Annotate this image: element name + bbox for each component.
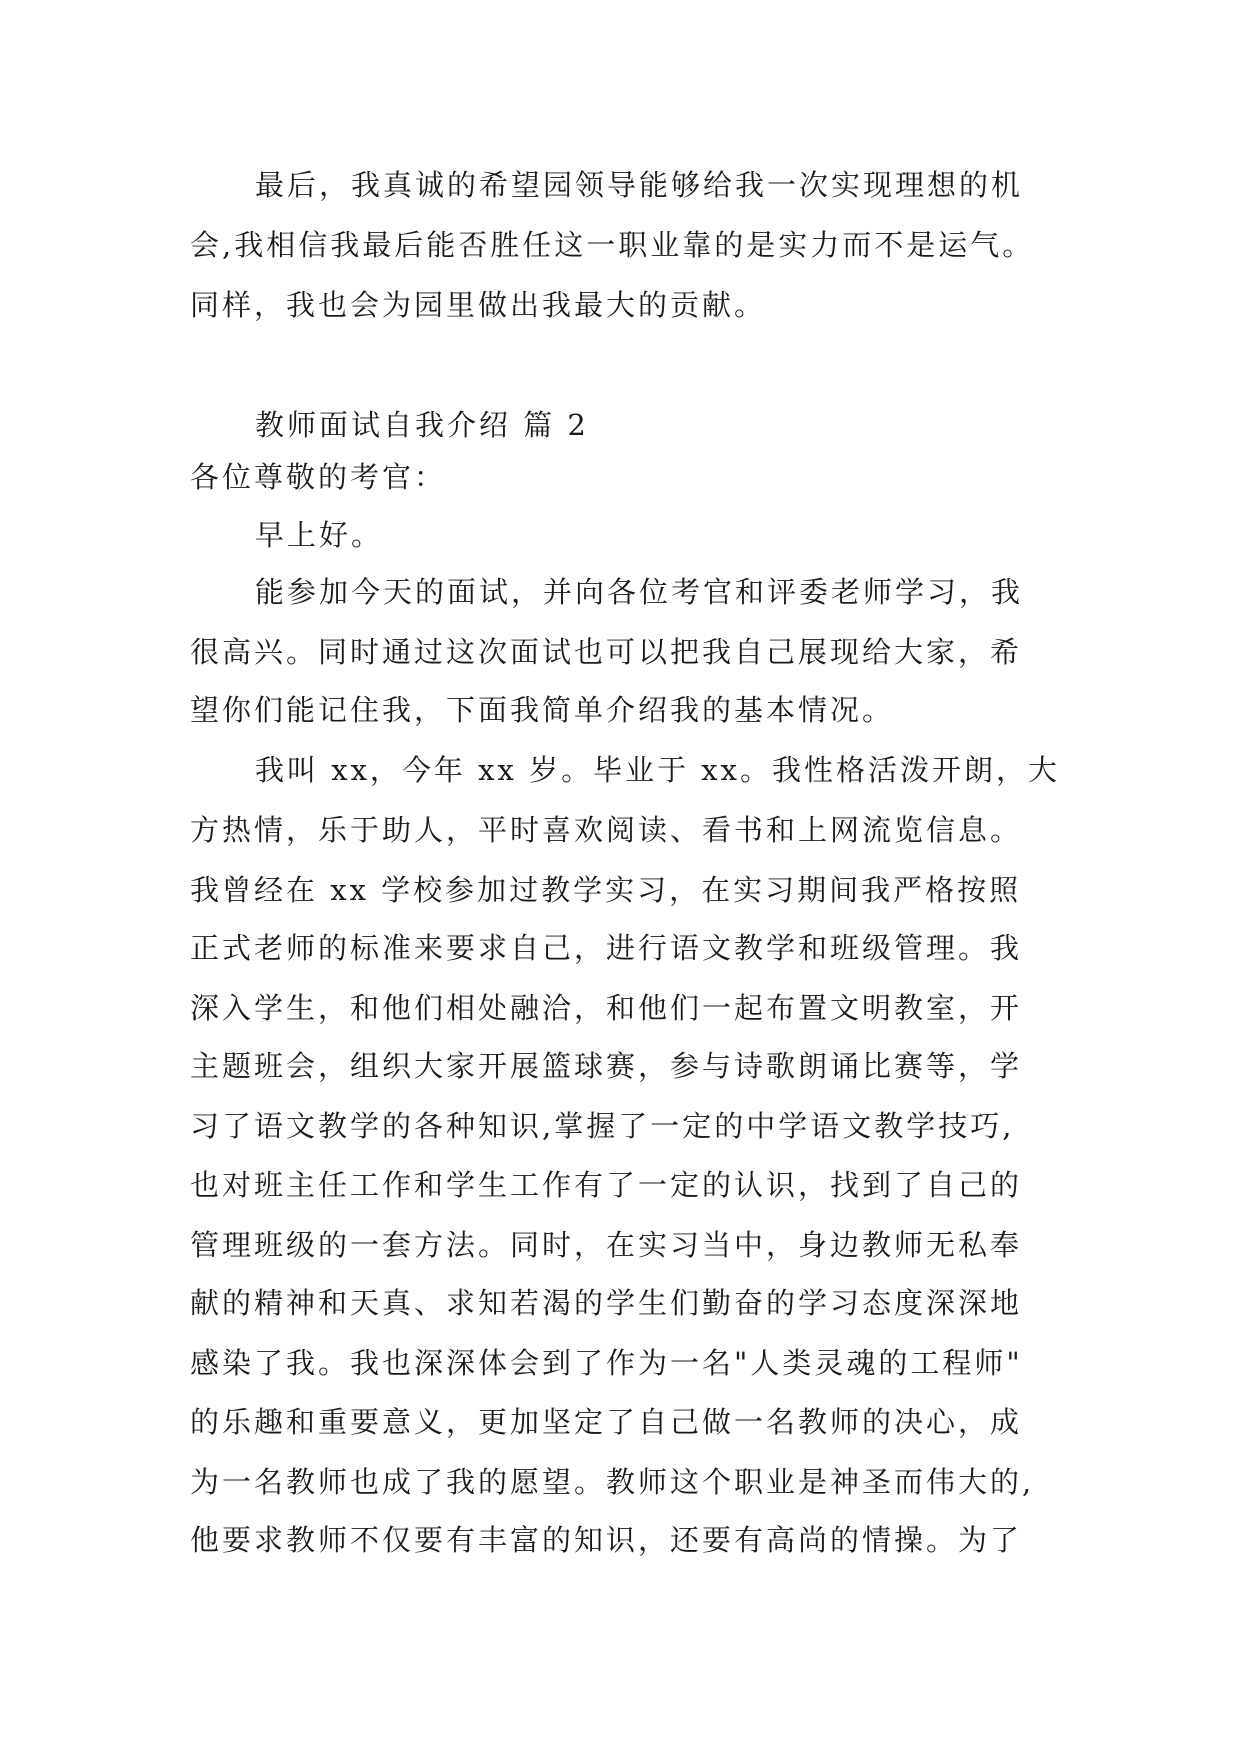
paragraph-3-line-10: 献的精神和天真、求知若渴的学生们勤奋的学习态度深深地 xyxy=(190,1286,1023,1320)
paragraph-3-line-6: 主题班会，组织大家开展篮球赛，参与诗歌朗诵比赛等，学 xyxy=(190,1049,1023,1083)
greeting: 早上好。 xyxy=(255,518,384,552)
section-title: 教师面试自我介绍 篇 2 xyxy=(255,408,589,442)
paragraph-3-line-8: 也对班主任工作和学生工作有了一定的认识，找到了自己的 xyxy=(190,1168,1023,1202)
paragraph-3-line-12: 的乐趣和重要意义，更加坚定了自己做一名教师的决心，成 xyxy=(190,1405,1023,1439)
paragraph-3-line-5: 深入学生，和他们相处融洽，和他们一起布置文明教室，开 xyxy=(190,991,1023,1025)
paragraph-1-line-2: 会,我相信我最后能否胜任这一职业靠的是实力而不是运气。 xyxy=(190,228,1035,262)
paragraph-3-line-9: 管理班级的一套方法。同时，在实习当中，身边教师无私奉 xyxy=(190,1228,1023,1262)
paragraph-3-line-14: 他要求教师不仅要有丰富的知识，还要有高尚的情操。为了 xyxy=(190,1523,1023,1557)
paragraph-2-line-3: 望你们能记住我，下面我简单介绍我的基本情况。 xyxy=(190,693,895,727)
paragraph-3-line-2: 方热情，乐于助人，平时喜欢阅读、看书和上网流览信息。 xyxy=(190,813,1023,847)
paragraph-1-line-1: 最后，我真诚的希望园领导能够给我一次实现理想的机 xyxy=(255,168,1024,202)
paragraph-1-line-3: 同样，我也会为园里做出我最大的贡献。 xyxy=(190,288,767,322)
paragraph-3-line-4: 正式老师的标准来要求自己，进行语文教学和班级管理。我 xyxy=(190,931,1023,965)
paragraph-3-line-11: 感染了我。我也深深体会到了作为一名"人类灵魂的工程师" xyxy=(190,1346,1023,1380)
paragraph-3-line-13: 为一名教师也成了我的愿望。教师这个职业是神圣而伟大的, xyxy=(190,1465,1035,1499)
paragraph-3-line-3: 我曾经在 xx 学校参加过教学实习，在实习期间我严格按照 xyxy=(190,873,1022,907)
paragraph-2-line-1: 能参加今天的面试，并向各位考官和评委老师学习，我 xyxy=(255,575,1024,609)
paragraph-3-line-7: 习了语文教学的各种知识,掌握了一定的中学语文教学技巧, xyxy=(190,1109,1015,1143)
paragraph-2-line-2: 很高兴。同时通过这次面试也可以把我自己展现给大家，希 xyxy=(190,635,1023,669)
paragraph-3-line-1: 我叫 xx，今年 xx 岁。毕业于 xx。我性格活泼开朗，大 xyxy=(255,753,1061,787)
salutation: 各位尊敬的考官： xyxy=(190,460,447,494)
